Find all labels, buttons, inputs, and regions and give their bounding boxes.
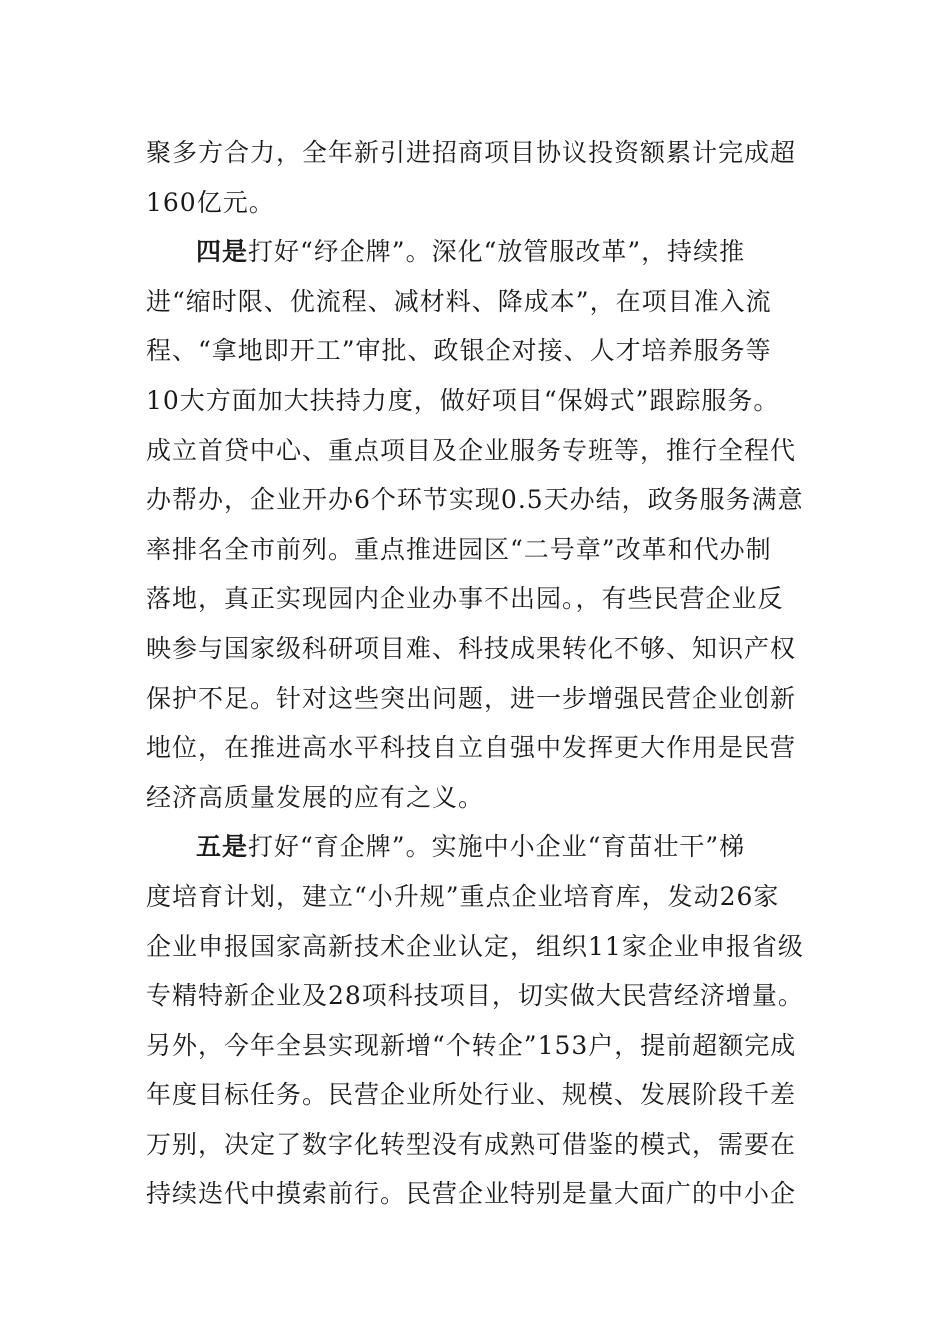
paragraph-five-first-line-text: 打好“育企牌”。实施中小企业“育苗壮干”梯 xyxy=(248,832,746,862)
paragraph-five-line: 专精特新企业及28项科技项目，切实做大民营经济增量。 xyxy=(146,981,804,1011)
paragraph-five-line: 企业申报国家高新技术企业认定，组织11家企业申报省级 xyxy=(146,931,804,961)
paragraph-four-line: 经济高质量发展的应有之义。 xyxy=(146,782,485,812)
intro-line-2: 160亿元。 xyxy=(146,187,275,217)
paragraph-five-line: 另外，今年全县实现新增“个转企”153户，提前超额完成 xyxy=(146,1030,797,1060)
paragraph-four-first-line xyxy=(146,227,806,277)
paragraph-five-line: 度培育计划，建立“小升规”重点企业培育库，发动26家 xyxy=(146,881,780,911)
paragraph-five-line: 持续迭代中摸索前行。民营企业特别是量大面广的中小企 xyxy=(146,1179,797,1209)
paragraph-four-line: 率排名全市前列。重点推进园区“二号章”改革和代办制 xyxy=(146,534,772,564)
paragraph-four-line: 地位，在推进高水平科技自立自强中发挥更大作用是民营 xyxy=(146,733,797,763)
paragraph-five-lead: 五是 xyxy=(196,832,249,862)
paragraph-five-line: 年度目标任务。民营企业所处行业、规模、发展阶段千差 xyxy=(146,1080,797,1110)
paragraph-four-line: 10大方面加大扶持力度，做好项目“保姆式”跟踪服务。 xyxy=(146,385,780,415)
document-body xyxy=(146,128,806,1219)
paragraph-four-line: 保护不足。针对这些突出问题，进一步增强民营企业创新 xyxy=(146,683,797,713)
paragraph-five-first-line xyxy=(146,822,806,872)
paragraph-four-line: 成立首贷中心、重点项目及企业服务专班等，推行全程代 xyxy=(146,435,797,465)
paragraph-four-line: 办帮办，企业开办6个环节实现0.5天办结，政务服务满意 xyxy=(146,485,804,515)
paragraph-four-line: 落地，真正实现园内企业办事不出园。，有些民营企业反 xyxy=(146,584,784,614)
paragraph-four-lead: 四是 xyxy=(196,237,249,267)
paragraph-four-line: 进“缩时限、优流程、减材料、降成本”，在项目准入流 xyxy=(146,286,772,316)
paragraph-four-line: 程、“拿地即开工”审批、政银企对接、人才培养服务等 xyxy=(146,336,772,366)
intro-line-1: 聚多方合力，全年新引进招商项目协议投资额累计完成超 xyxy=(146,138,797,167)
paragraph-five-line: 万别，决定了数字化转型没有成熟可借鉴的模式，需要在 xyxy=(146,1129,797,1159)
paragraph-four-first-line-text: 打好“纾企牌”。深化“放管服改革”，持续推 xyxy=(248,237,746,267)
paragraph-four-line: 映参与国家级科研项目难、科技成果转化不够、知识产权 xyxy=(146,633,797,663)
